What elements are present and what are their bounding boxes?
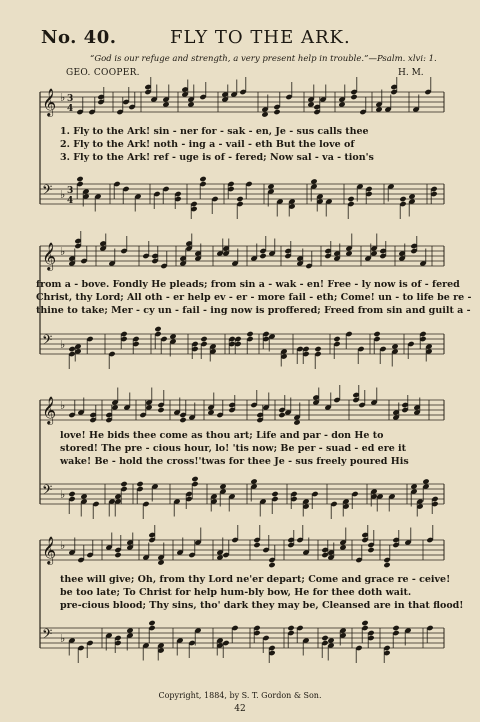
bass-clef-icon: 𝄢 <box>42 332 53 351</box>
note-head <box>157 407 164 413</box>
hymn-number: No. 40. <box>41 27 117 48</box>
copyright-notice: Copyright, 1884, by S. T. Gordon & Son. <box>158 691 322 700</box>
flat-sign-icon: ♭ <box>60 399 66 412</box>
lyricist-credit: GEO. COOPER. <box>66 68 140 78</box>
note-head <box>191 476 198 482</box>
note-head <box>179 417 186 423</box>
note-head <box>136 481 143 487</box>
treble-clef-icon: 𝄞 <box>42 242 57 270</box>
music-system-3: 𝄞 ♭ 𝄢 ♭ love! He bids thee come as thou art; Life and par - don He to stored! The pre - cious hour, lo! 'tis now; Be per - suad - ed ere it wake! Be - hold the cross!'twas for thee Je - sus freely poured His <box>34 390 450 520</box>
note-head <box>333 336 340 342</box>
music-system-1: 𝄞 ♭ 3 4 𝄢 ♭ 3 4 1. Fly to the Ark! sin - ner for - sak - en, Je - sus calls thee 2. Fly to the Ark! noth - ing a - vail - eth But the love of 3. Fly to the Ark! ref - uge is of - fered; Now sal - va - tion's <box>34 82 450 212</box>
scripture-epigraph: “God is our refuge and strength, a very present help in trouble.”—Psalm. xlvi: 1. <box>90 54 437 64</box>
note-head <box>314 346 321 352</box>
note-head <box>287 625 294 631</box>
note-head <box>399 196 406 202</box>
treble-clef-icon: 𝄞 <box>42 88 57 116</box>
note-head <box>321 635 328 641</box>
flat-sign-icon: ♭ <box>60 91 66 104</box>
note-head <box>76 176 83 182</box>
note-head <box>154 326 161 332</box>
note-head <box>120 481 127 487</box>
flat-sign-icon: ♭ <box>60 188 66 201</box>
note-head <box>68 491 75 497</box>
note-head <box>259 253 266 259</box>
note-head <box>268 562 275 568</box>
note-head <box>361 620 368 626</box>
bass-clef-icon: 𝄢 <box>42 482 53 501</box>
flat-sign-icon: ♭ <box>60 245 66 258</box>
note-head <box>200 336 207 342</box>
note-head <box>273 109 280 115</box>
flat-sign-icon: ♭ <box>60 539 66 552</box>
music-system-2: 𝄞 ♭ 𝄢 ♭ from a - bove. Fondly He pleads; from sin a - wak - en! Free - ly now is of - fered Christ, thy Lord; All oth - er help ev - er - more fail - eth; Come! un - to life be re - thine to take; Mer - cy un - fail - ing now is proffered; Freed from sin and guilt a - <box>34 236 450 366</box>
note-head <box>347 196 354 202</box>
treble-staff-notation <box>34 390 450 520</box>
note-head <box>253 542 260 548</box>
note-head <box>68 346 75 352</box>
note-head <box>373 331 380 337</box>
note-head <box>271 491 278 497</box>
flat-sign-icon: ♭ <box>60 338 66 351</box>
bass-clef-icon: 𝄢 <box>42 626 53 645</box>
note-head <box>246 331 253 337</box>
note-head <box>278 412 285 418</box>
note-head <box>114 552 121 558</box>
treble-clef-icon: 𝄞 <box>42 536 57 564</box>
bass-clef-icon: 𝄢 <box>42 182 53 201</box>
composer-credit: H. M. <box>398 68 424 78</box>
time-signature-top: 3 <box>67 186 74 196</box>
flat-sign-icon: ♭ <box>60 488 66 501</box>
time-signature-top: 3 <box>67 94 74 104</box>
time-signature-bottom: 4 <box>67 104 74 114</box>
note-head <box>367 547 374 553</box>
page-number: 42 <box>234 704 246 714</box>
hymn-title: FLY TO THE ARK. <box>170 27 351 48</box>
note-head <box>350 94 357 100</box>
note-head <box>199 176 206 182</box>
note-head <box>148 620 155 626</box>
flat-sign-icon: ♭ <box>60 632 66 645</box>
note-head <box>236 196 243 202</box>
time-signature-bottom: 4 <box>67 196 74 206</box>
note-head <box>383 562 390 568</box>
note-head <box>392 625 399 631</box>
treble-clef-icon: 𝄞 <box>42 396 57 424</box>
music-system-4: 𝄞 ♭ 𝄢 ♭ thee will give; Oh, from thy Lord ne'er depart; Come and grace re - ceive! be too late; To Christ for help hum-bly bow, He for thee doth wait. pre-cious blood; Thy sins, tho' dark they may be, Cleansed are in that flood! <box>34 530 450 680</box>
